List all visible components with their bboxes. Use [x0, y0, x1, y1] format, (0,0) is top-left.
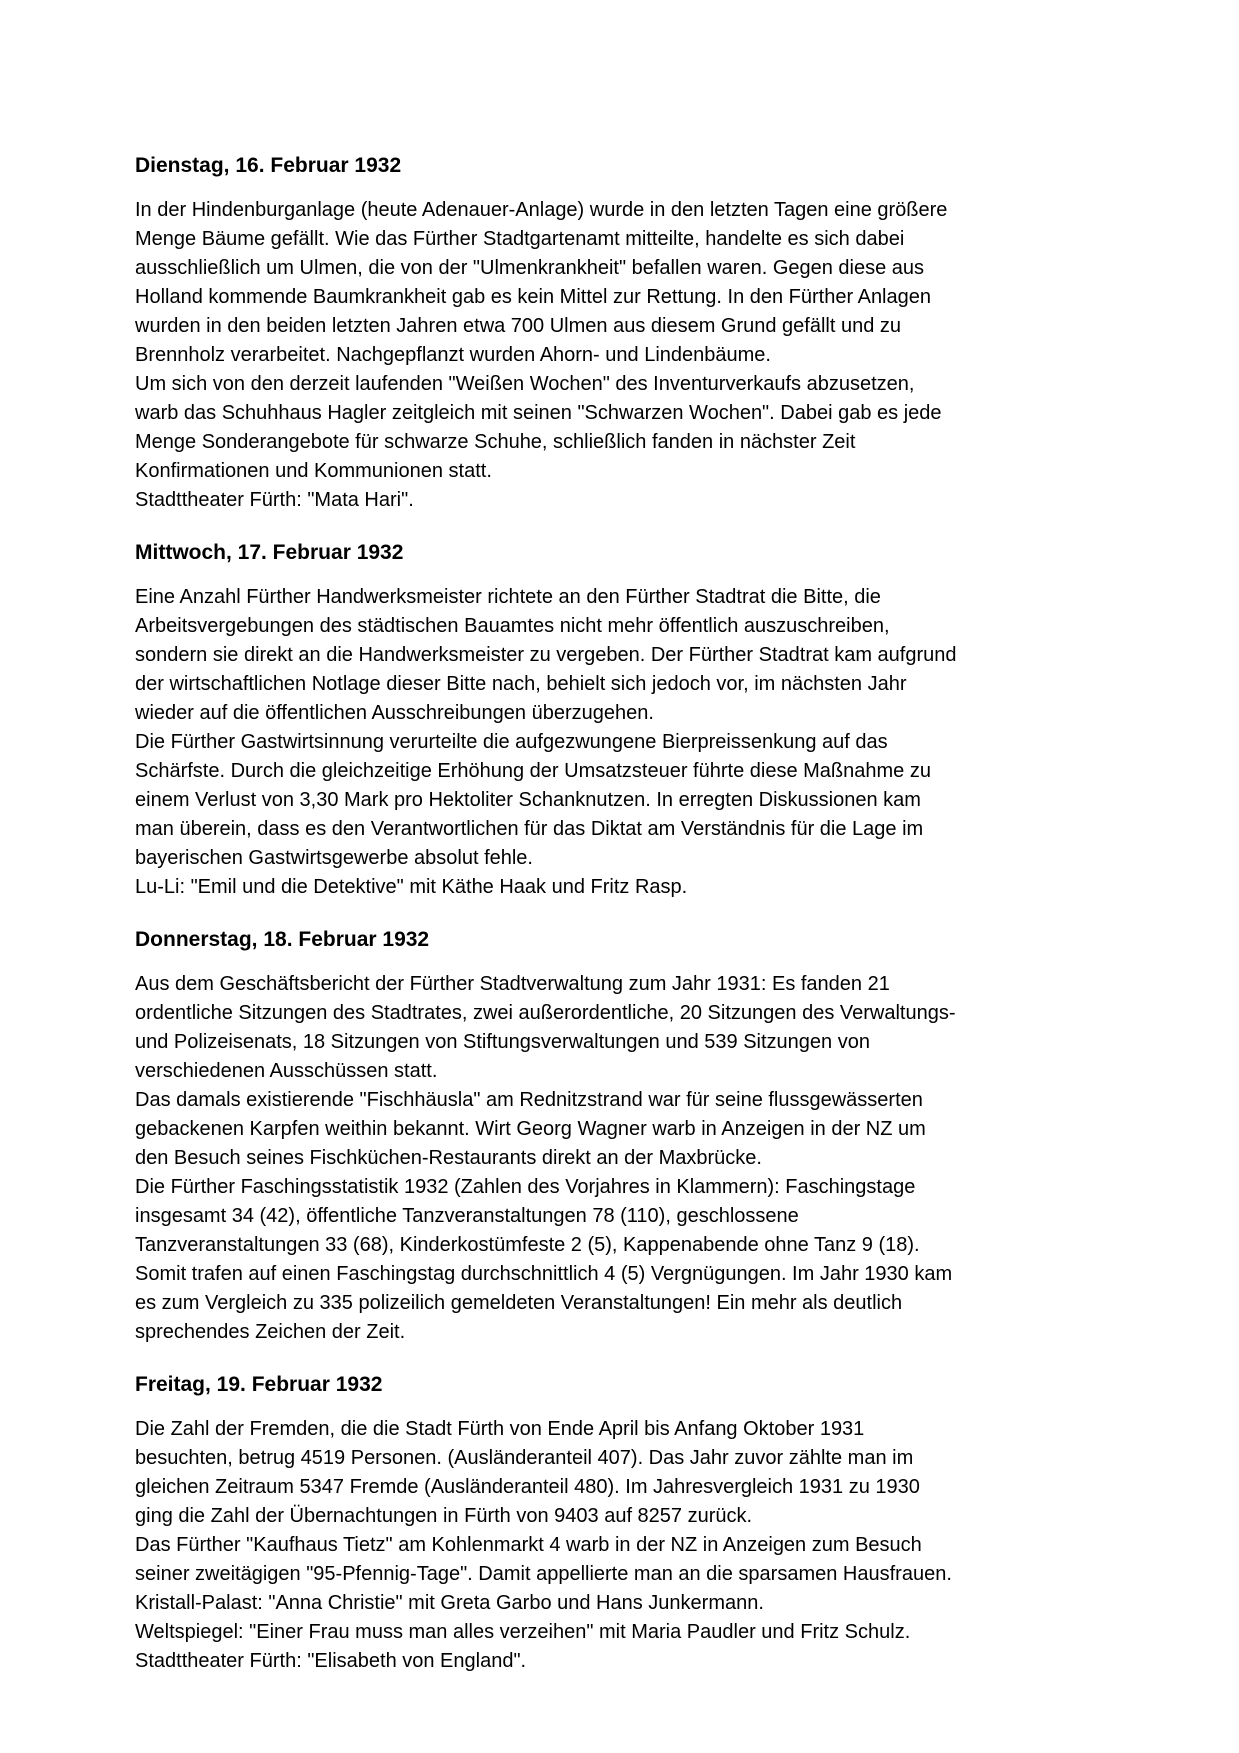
- text-line: es zum Vergleich zu 335 polizeilich gemeldeten Veranstaltungen! Ein mehr als deutlich: [135, 1292, 903, 1314]
- text-line: verschiedenen Ausschüssen statt.: [135, 1060, 438, 1082]
- text-line: Konfirmationen und Kommunionen statt.: [135, 460, 492, 482]
- text-line: seiner zweitägigen "95-Pfennig-Tage". Damit appellierte man an die sparsamen Hausfrauen.: [135, 1563, 952, 1585]
- day-heading: Freitag, 19. Februar 1932: [135, 1373, 383, 1396]
- text-line: Das damals existierende "Fischhäusla" am Rednitzstrand war für seine flussgewässerten: [135, 1089, 923, 1111]
- day-body: [135, 970, 1209, 1347]
- text-line: ausschließlich um Ulmen, die von der "Ulmenkrankheit" befallen waren. Gegen diese aus: [135, 257, 925, 279]
- day-body: [135, 196, 1209, 515]
- text-line: der wirtschaftlichen Notlage dieser Bitte nach, behielt sich jedoch vor, im nächsten Jahr: [135, 673, 907, 695]
- text-line: Menge Sonderangebote für schwarze Schuhe, schließlich fanden in nächster Zeit: [135, 431, 856, 453]
- text-line: Weltspiegel: "Einer Frau muss man alles verzeihen" mit Maria Paudler und Fritz Schulz.: [135, 1621, 911, 1643]
- text-line: ordentliche Sitzungen des Stadtrates, zwei außerordentliche, 20 Sitzungen des Verwaltungs-: [135, 1002, 956, 1024]
- text-line: Das Fürther "Kaufhaus Tietz" am Kohlenmarkt 4 warb in der NZ in Anzeigen zum Besuch: [135, 1534, 922, 1556]
- text-line: Brennholz verarbeitet. Nachgepflanzt wurden Ahorn- und Lindenbäume.: [135, 344, 771, 366]
- text-line: Menge Bäume gefällt. Wie das Fürther Stadtgartenamt mitteilte, handelte es sich dabei: [135, 228, 905, 250]
- day-body: [135, 1415, 1209, 1676]
- text-line: Holland kommende Baumkrankheit gab es kein Mittel zur Rettung. In den Fürther Anlagen: [135, 286, 931, 308]
- text-line: den Besuch seines Fischküchen-Restaurants direkt an der Maxbrücke.: [135, 1147, 762, 1169]
- text-line: Stadttheater Fürth: "Mata Hari".: [135, 489, 414, 511]
- text-line: Stadttheater Fürth: "Elisabeth von England".: [135, 1650, 527, 1672]
- day-heading: Dienstag, 16. Februar 1932: [135, 154, 402, 177]
- day-section: [135, 151, 1209, 515]
- text-line: insgesamt 34 (42), öffentliche Tanzveranstaltungen 78 (110), geschlossene: [135, 1205, 799, 1227]
- text-line: Arbeitsvergebungen des städtischen Bauamtes nicht mehr öffentlich auszuschreiben,: [135, 615, 890, 637]
- text-line: sondern sie direkt an die Handwerksmeister zu vergeben. Der Fürther Stadtrat kam aufgrund: [135, 644, 957, 666]
- day-section: [135, 925, 1209, 1347]
- text-line: bayerischen Gastwirtsgewerbe absolut fehle.: [135, 847, 533, 869]
- text-line: gleichen Zeitraum 5347 Fremde (Ausländeranteil 480). Im Jahresvergleich 1931 zu 1930: [135, 1476, 920, 1498]
- day-heading: Mittwoch, 17. Februar 1932: [135, 541, 404, 564]
- day-heading: Donnerstag, 18. Februar 1932: [135, 928, 430, 951]
- text-line: Schärfste. Durch die gleichzeitige Erhöhung der Umsatzsteuer führte diese Maßnahme zu: [135, 760, 931, 782]
- text-line: Kristall-Palast: "Anna Christie" mit Greta Garbo und Hans Junkermann.: [135, 1592, 764, 1614]
- day-section: [135, 1370, 1209, 1676]
- text-line: Die Fürther Faschingsstatistik 1932 (Zahlen des Vorjahres in Klammern): Faschingstage: [135, 1176, 916, 1198]
- text-line: Die Zahl der Fremden, die die Stadt Fürth von Ende April bis Anfang Oktober 1931: [135, 1418, 865, 1440]
- day-section: [135, 538, 1209, 902]
- text-line: In der Hindenburganlage (heute Adenauer-Anlage) wurde in den letzten Tagen eine größere: [135, 199, 948, 221]
- text-line: Tanzveranstaltungen 33 (68), Kinderkostümfeste 2 (5), Kappenabende ohne Tanz 9 (18).: [135, 1234, 920, 1256]
- text-line: Um sich von den derzeit laufenden "Weißen Wochen" des Inventurverkaufs abzusetzen,: [135, 373, 915, 395]
- text-line: Somit trafen auf einen Faschingstag durchschnittlich 4 (5) Vergnügungen. Im Jahr 1930 kam: [135, 1263, 953, 1285]
- text-line: wieder auf die öffentlichen Ausschreibungen überzugehen.: [135, 702, 654, 724]
- text-line: einem Verlust von 3,30 Mark pro Hektoliter Schanknutzen. In erregten Diskussionen kam: [135, 789, 921, 811]
- text-line: wurden in den beiden letzten Jahren etwa 700 Ulmen aus diesem Grund gefällt und zu: [135, 315, 902, 337]
- text-line: Aus dem Geschäftsbericht der Fürther Stadtverwaltung zum Jahr 1931: Es fanden 21: [135, 973, 890, 995]
- text-line: sprechendes Zeichen der Zeit.: [135, 1321, 406, 1343]
- text-line: man überein, dass es den Verantwortlichen für das Diktat am Verständnis für die Lage im: [135, 818, 924, 840]
- text-line: besuchten, betrug 4519 Personen. (Ausländeranteil 407). Das Jahr zuvor zählte man im: [135, 1447, 914, 1469]
- text-line: gebackenen Karpfen weithin bekannt. Wirt Georg Wagner warb in Anzeigen in der NZ um: [135, 1118, 926, 1140]
- text-line: Lu-Li: "Emil und die Detektive" mit Käthe Haak und Fritz Rasp.: [135, 876, 688, 898]
- day-body: [135, 583, 1209, 902]
- text-line: Eine Anzahl Fürther Handwerksmeister richtete an den Fürther Stadtrat die Bitte, die: [135, 586, 881, 608]
- text-line: warb das Schuhhaus Hagler zeitgleich mit seinen "Schwarzen Wochen". Dabei gab es jede: [135, 402, 942, 424]
- document-body: [135, 151, 1209, 1676]
- text-line: ging die Zahl der Übernachtungen in Fürth von 9403 auf 8257 zurück.: [135, 1505, 753, 1527]
- text-line: und Polizeisenats, 18 Sitzungen von Stiftungsverwaltungen und 539 Sitzungen von: [135, 1031, 870, 1053]
- text-line: Die Fürther Gastwirtsinnung verurteilte die aufgezwungene Bierpreissenkung auf das: [135, 731, 888, 753]
